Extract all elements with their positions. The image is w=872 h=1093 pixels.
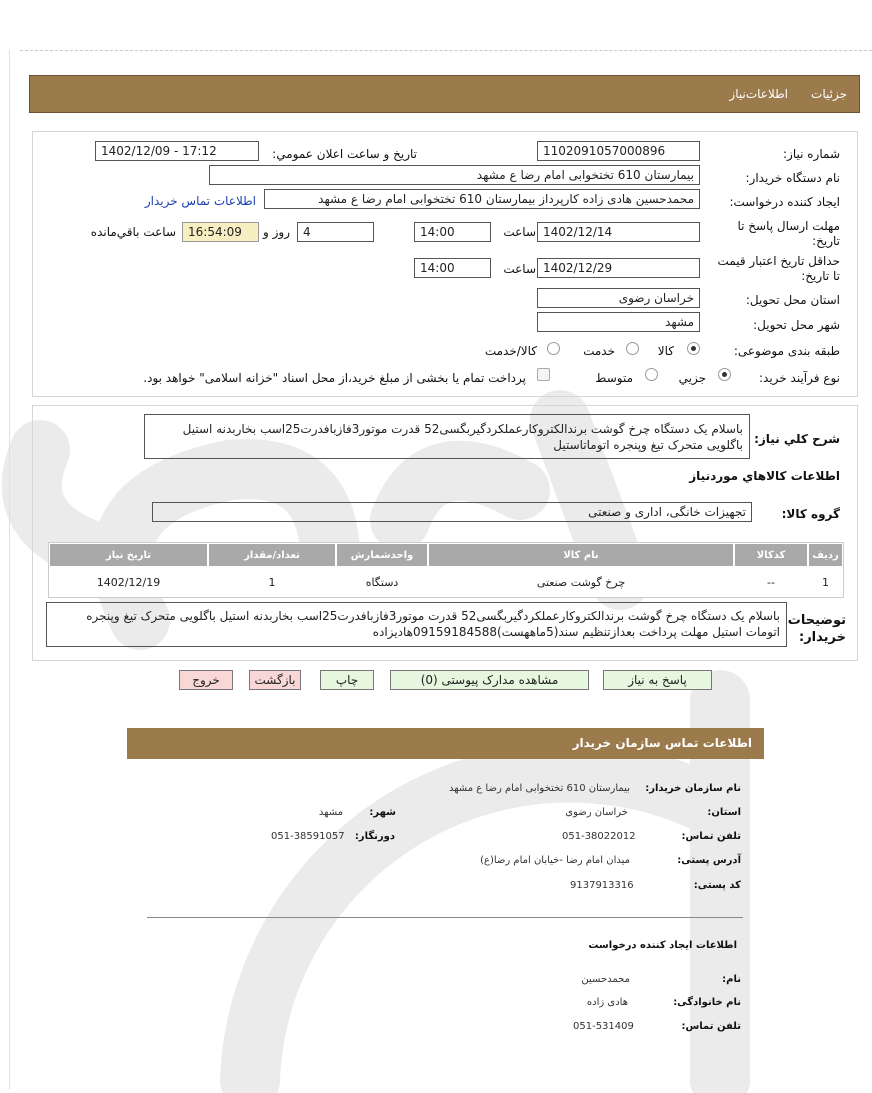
col-qty: تعداد/مقدار [208,543,336,567]
contact-title: اطلاعات تماس سازمان خریدار [572,736,752,750]
days-label: روز و [263,225,290,239]
contact-header [127,728,764,759]
price-validity-date-field: 1402/12/29 [537,258,700,278]
deadline-time-field: 14:00 [414,222,491,242]
process-label: نوع فرآيند خريد: [759,371,840,385]
treasury-note: پرداخت تمام يا بخشی از مبلغ خريد،از محل اسناد "خزانه اسلامی" خواهد بود. [143,371,526,385]
attachments-button[interactable]: مشاهده مدارک پیوستی (0) [390,670,589,690]
category-radio-both[interactable] [547,342,560,355]
deadline-time-label: ساعت [503,225,536,239]
contact-city-label: شهر: [369,807,396,818]
header-bar [29,75,860,113]
announce-field: 1402/12/09 - 17:12 [95,141,259,161]
need-number-field: 1102091057000896 [537,141,700,161]
category-label: طبقه بندی موضوعی: [733,344,840,358]
exit-button[interactable]: خروج [179,670,233,690]
deadline-date-field: 1402/12/14 [537,222,700,242]
goods-info-title: اطلاعات کالاهاي موردنياز [689,469,840,483]
need-number-label: شماره نياز: [783,147,840,161]
col-row: رديف [808,543,843,567]
price-validity-time-label: ساعت [503,262,536,276]
price-validity-time-field: 14:00 [414,258,491,278]
contact-city: مشهد [318,807,343,818]
creator-field: محمدحسین هادی زاده کارپرداز بیمارستان 610 تختخوابی امام رضا ع مشهد [264,189,700,209]
cell-unit: دستگاه [365,576,399,589]
contact-province: خراسان رضوی [565,807,628,818]
price-validity-label: حداقل تاريخ اعتبار قيمت تا تاريخ: [717,254,840,283]
creator-phone: 051-531409 [573,1021,634,1032]
deadline-label: مهلت ارسال پاسخ تا تاريخ: [737,219,840,248]
creator-label: ايجاد کننده درخواست: [729,195,840,209]
back-button[interactable]: بازگشت [249,670,301,690]
contact-phone-label: تلفن تماس: [681,831,741,842]
col-name: نام کالا [428,543,734,567]
process-medium-label: متوسط [595,371,633,385]
buyer-contact-link[interactable]: اطلاعات تماس خريدار [144,194,256,208]
category-service-label: خدمت [583,344,615,358]
creator-family: هادی زاده [586,997,628,1008]
remaining-time-field: 16:54:09 [182,222,259,242]
goods-group-label: گروه کالا: [781,507,840,521]
tab-details[interactable]: جزئيات [811,87,847,101]
category-both-label: کالا/خدمت [484,344,537,358]
contact-divider [147,917,743,918]
creator-family-label: نام خانوادگی: [673,997,741,1008]
contact-org-label: نام سازمان خریدار: [645,783,741,794]
cell-qty: 1 [268,576,276,589]
contact-org: بیمارستان 610 تختخوابی امام رضا ع مشهد [448,783,630,794]
treasury-checkbox[interactable] [537,368,550,381]
cell-name: چرخ گوشت صنعتی [536,576,626,589]
remaining-label: ساعت باقي‌مانده [90,225,176,239]
process-minor-label: جزيي [678,371,706,385]
contact-fax-label: دورنگار: [354,831,395,842]
goods-group-field: تجهیزات خانگی، اداری و صنعتی [152,502,752,522]
process-radio-medium[interactable] [645,368,658,381]
province-label: استان محل تحويل: [745,293,840,307]
col-date: تاريخ نياز [49,543,208,567]
announce-label: تاريخ و ساعت اعلان عمومي: [272,147,417,161]
left-divider [9,50,10,1090]
reply-button[interactable]: پاسخ به نياز [603,670,712,690]
creator-info-title: اطلاعات ایجاد کننده درخواست [588,940,737,951]
creator-name-label: نام: [722,974,741,985]
top-divider [20,50,872,51]
creator-phone-label: تلفن تماس: [681,1021,741,1032]
buyer-org-field: بیمارستان 610 تختخوابی امام رضا ع مشهد [209,165,700,185]
contact-address-label: آدرس پستی: [677,855,741,866]
col-code: کدکالا [734,543,808,567]
city-field: مشهد [537,312,700,332]
summary-label: شرح کلي نياز: [754,432,840,446]
days-field: 4 [297,222,374,242]
city-label: شهر محل تحويل: [753,318,840,332]
process-radio-minor[interactable] [718,368,731,381]
summary-text: باسلام یک دستگاه چرخ گوشت برندالکتروکارعملکردگیربگسی52 قدرت موتور3فازبافدرت25اسب بخاربدنه استیل باگلویی متحرک تیغ وپنجره اتوماتاستیل [144,414,750,459]
category-radio-service[interactable] [626,342,639,355]
contact-postal-label: کد پستی: [693,880,741,891]
tab-need-info[interactable]: اطلاعات‌نیاز [729,87,788,101]
cell-code: -- [767,576,775,589]
contact-phone: 051-38022012 [562,831,636,842]
category-goods-label: کالا [657,344,674,358]
print-button[interactable]: چاپ [320,670,374,690]
contact-province-label: استان: [707,807,741,818]
buyer-org-label: نام دستگاه خريدار: [745,171,840,185]
cell-date: 1402/12/19 [96,576,161,589]
goods-table [48,542,844,598]
col-unit: واحدشمارش [336,543,428,567]
province-field: خراسان رضوی [537,288,700,308]
buyer-notes-text: باسلام یک دستگاه چرخ گوشت برندالکتروکارعملکردگیربگسی52 قدرت موتور3فازبافدرت25اسب بخاربدنه استیل باگلویی متحرک تیغ وپنجره اتومات استیل مهلت پرداخت بعدازتنظیم سند(5ماههست)09159184588هادیزاده [46,602,787,647]
buyer-notes-label: توضيحات خريدار: [787,613,846,645]
contact-address: میدان امام رضا -خیابان امام رضا(ع) [480,855,630,866]
creator-name: محمدحسین [581,974,630,985]
contact-postal: 9137913316 [570,880,634,891]
cell-row: 1 [822,576,829,589]
category-radio-goods[interactable] [687,342,700,355]
contact-fax: 051-38591057 [271,831,345,842]
